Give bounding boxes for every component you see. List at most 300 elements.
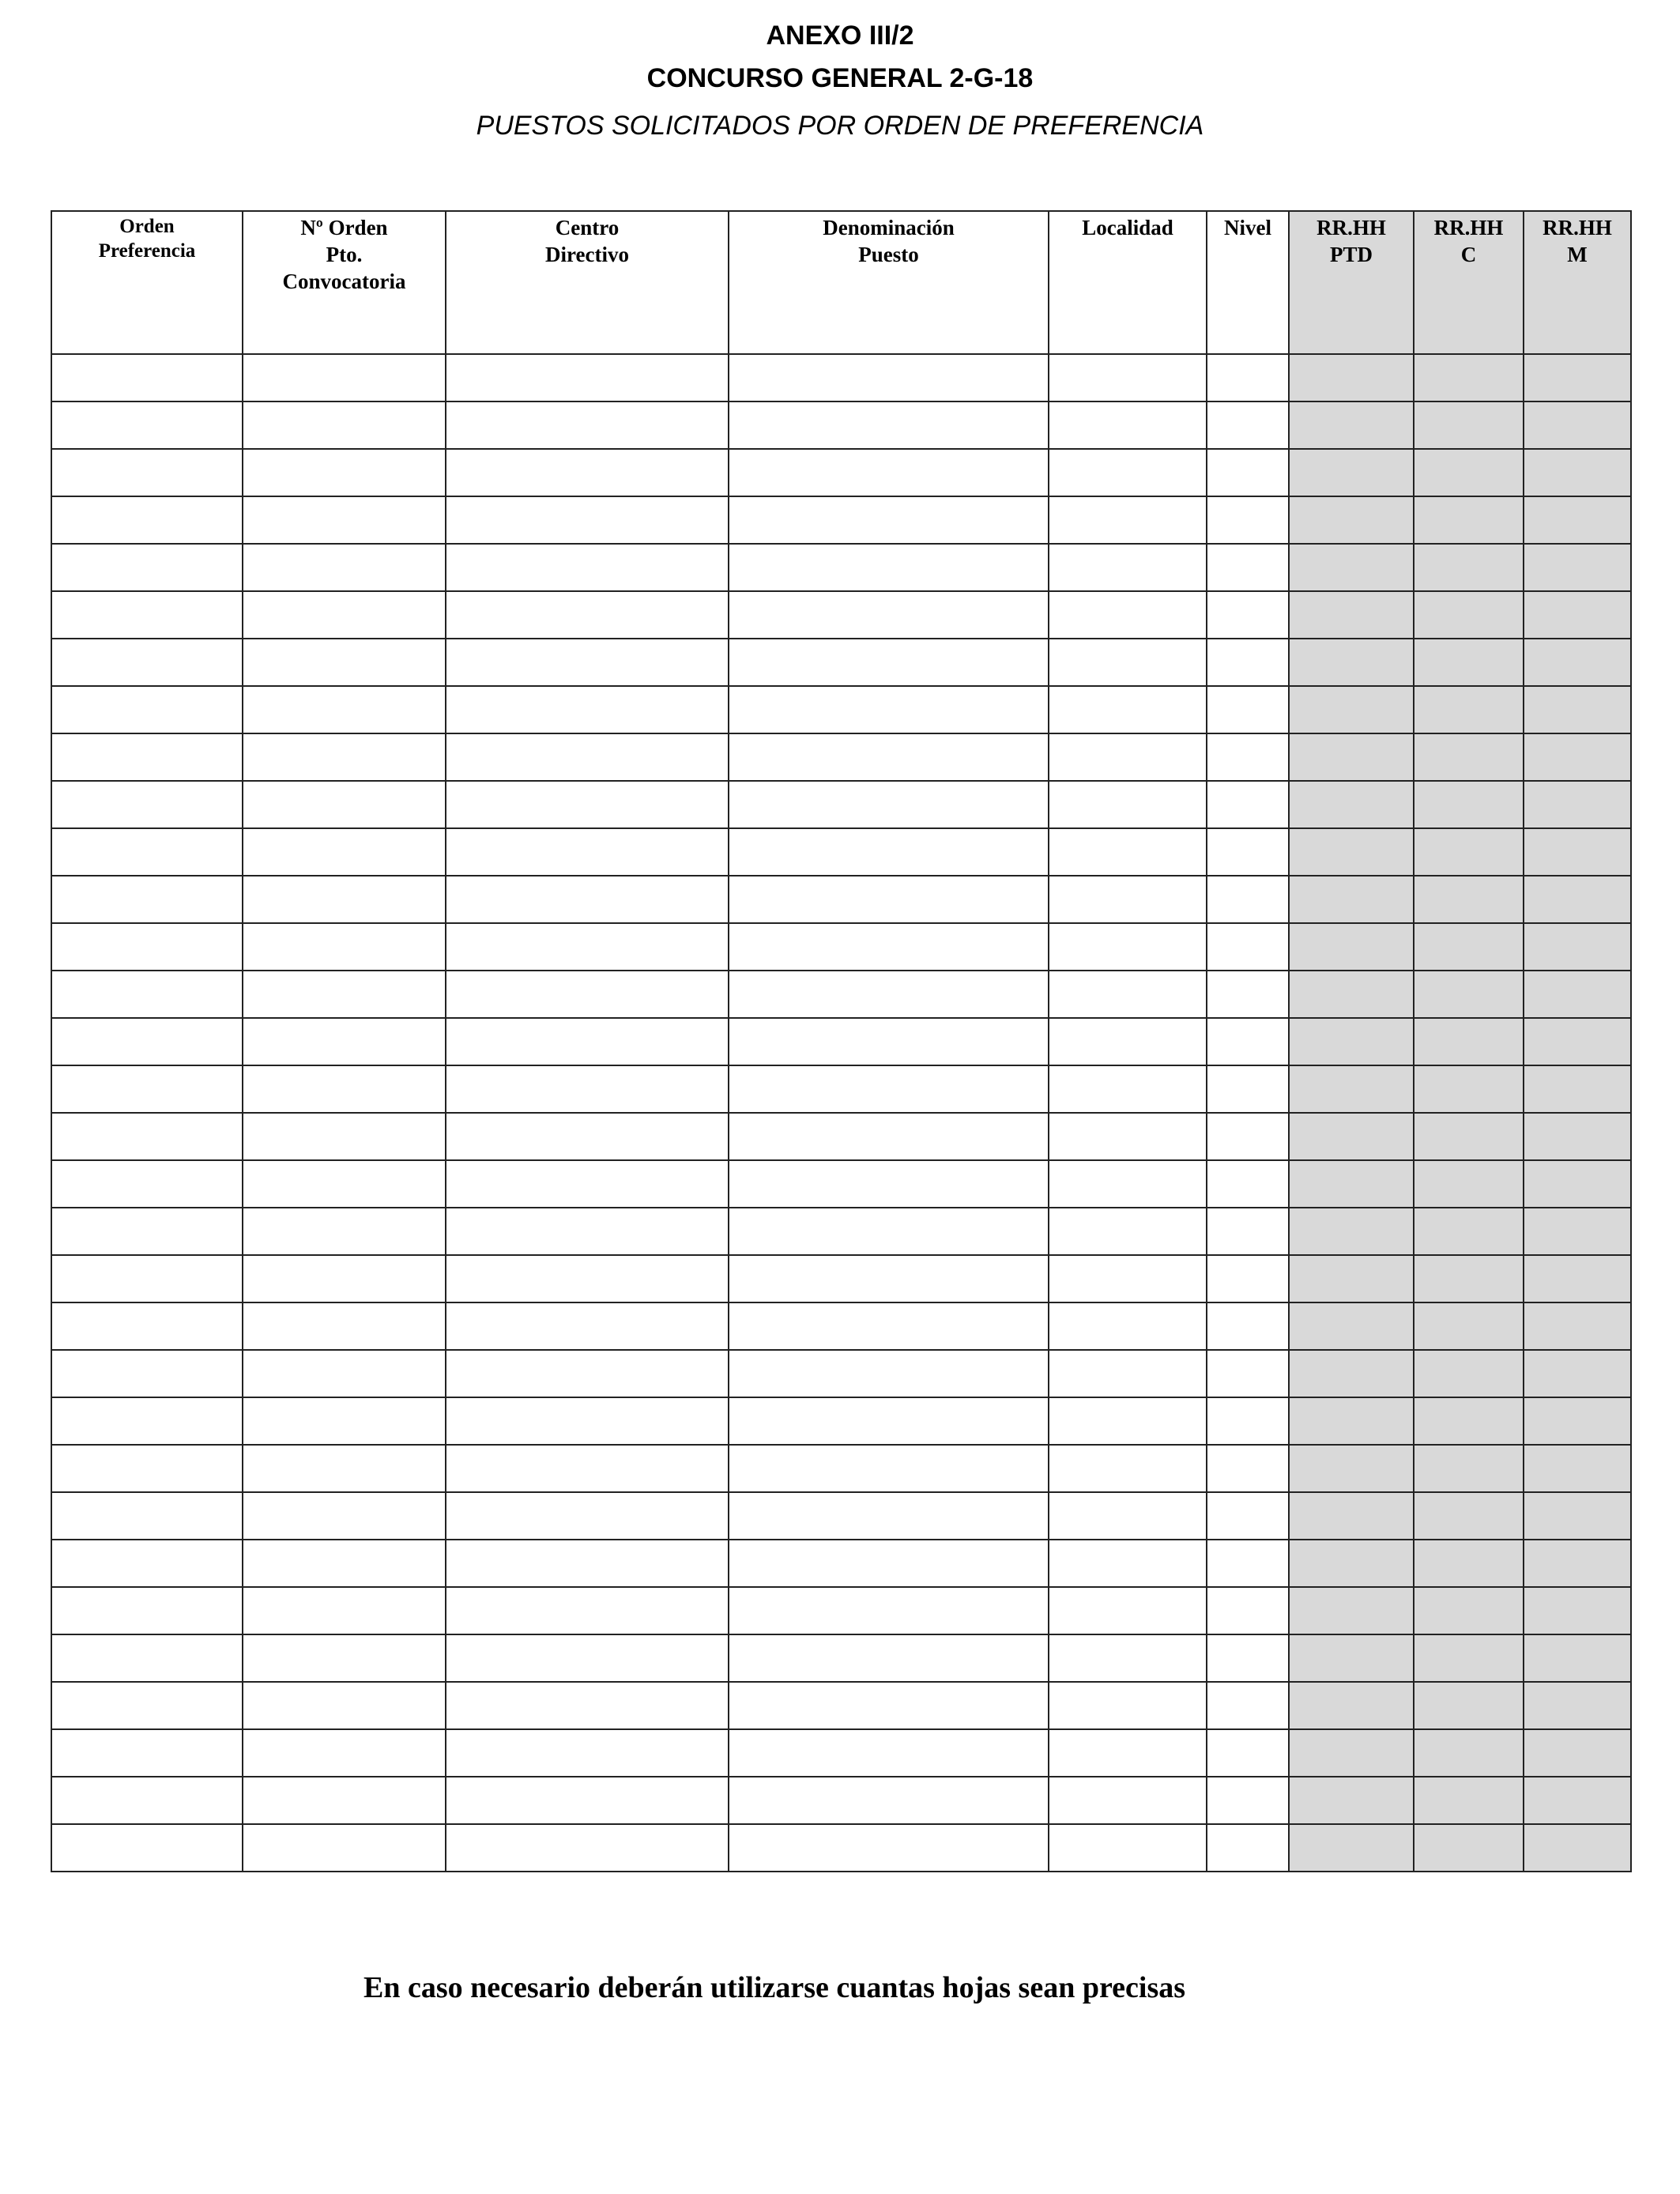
col-numero-orden-cell[interactable] xyxy=(243,591,446,639)
col-orden-preferencia-cell[interactable] xyxy=(51,1540,243,1587)
col-rrhh-c-header xyxy=(1414,211,1524,354)
col-rrhh-ptd-cell[interactable] xyxy=(1289,1824,1414,1872)
col-rrhh-m-cell[interactable] xyxy=(1524,1350,1631,1397)
col-rrhh-c-cell[interactable] xyxy=(1414,354,1524,401)
col-rrhh-m-cell[interactable] xyxy=(1524,1065,1631,1113)
col-rrhh-m-cell[interactable] xyxy=(1524,354,1631,401)
table-row xyxy=(51,1208,1631,1255)
col-centro-directivo-cell[interactable] xyxy=(446,876,729,923)
col-localidad-cell[interactable] xyxy=(1049,591,1207,639)
col-rrhh-m-cell[interactable] xyxy=(1524,1160,1631,1208)
col-numero-orden-cell[interactable] xyxy=(243,1634,446,1682)
col-numero-orden-cell[interactable] xyxy=(243,923,446,971)
col-orden-preferencia-cell[interactable] xyxy=(51,733,243,781)
col-nivel-cell[interactable] xyxy=(1207,1682,1289,1729)
col-orden-preferencia-cell[interactable] xyxy=(51,1397,243,1445)
col-numero-orden-cell[interactable] xyxy=(243,828,446,876)
col-localidad-cell[interactable] xyxy=(1049,1302,1207,1350)
col-rrhh-c-cell[interactable] xyxy=(1414,449,1524,496)
col-numero-orden-cell[interactable] xyxy=(243,1824,446,1872)
col-rrhh-ptd-cell[interactable] xyxy=(1289,1682,1414,1729)
col-nivel-cell[interactable] xyxy=(1207,1540,1289,1587)
col-rrhh-ptd-cell[interactable] xyxy=(1289,876,1414,923)
col-rrhh-c-cell[interactable] xyxy=(1414,401,1524,449)
col-nivel-cell[interactable] xyxy=(1207,354,1289,401)
col-numero-orden-cell[interactable] xyxy=(243,401,446,449)
col-orden-preferencia-cell[interactable] xyxy=(51,1160,243,1208)
col-denominacion-puesto-cell[interactable] xyxy=(729,876,1049,923)
col-denominacion-puesto-cell[interactable] xyxy=(729,1302,1049,1350)
col-denominacion-puesto-cell[interactable] xyxy=(729,781,1049,828)
col-rrhh-c-cell[interactable] xyxy=(1414,1302,1524,1350)
col-denominacion-puesto-cell[interactable] xyxy=(729,1777,1049,1824)
col-localidad-cell[interactable] xyxy=(1049,1445,1207,1492)
col-localidad-cell[interactable] xyxy=(1049,1160,1207,1208)
col-rrhh-ptd-cell[interactable] xyxy=(1289,544,1414,591)
col-rrhh-m-cell[interactable] xyxy=(1524,1255,1631,1302)
col-orden-preferencia-cell[interactable] xyxy=(51,686,243,733)
col-orden-preferencia-cell[interactable] xyxy=(51,923,243,971)
col-denominacion-puesto-cell[interactable] xyxy=(729,639,1049,686)
col-rrhh-m-cell[interactable] xyxy=(1524,1208,1631,1255)
col-rrhh-c-cell[interactable] xyxy=(1414,1540,1524,1587)
col-orden-preferencia-cell[interactable] xyxy=(51,1634,243,1682)
col-orden-preferencia-cell[interactable] xyxy=(51,496,243,544)
col-rrhh-c-cell[interactable] xyxy=(1414,923,1524,971)
header-label-line: RR.HH xyxy=(1543,216,1612,239)
col-orden-preferencia-cell[interactable] xyxy=(51,1350,243,1397)
col-nivel-cell[interactable] xyxy=(1207,781,1289,828)
col-rrhh-m-cell[interactable] xyxy=(1524,1824,1631,1872)
col-rrhh-ptd-cell[interactable] xyxy=(1289,401,1414,449)
col-rrhh-c-cell[interactable] xyxy=(1414,971,1524,1018)
col-localidad-cell[interactable] xyxy=(1049,971,1207,1018)
col-localidad-cell[interactable] xyxy=(1049,1634,1207,1682)
col-localidad-cell[interactable] xyxy=(1049,1350,1207,1397)
col-denominacion-puesto-cell[interactable] xyxy=(729,1397,1049,1445)
col-numero-orden-cell[interactable] xyxy=(243,1540,446,1587)
col-centro-directivo-cell[interactable] xyxy=(446,1160,729,1208)
col-localidad-cell[interactable] xyxy=(1049,686,1207,733)
col-numero-orden-cell[interactable] xyxy=(243,1302,446,1350)
col-nivel-cell[interactable] xyxy=(1207,1445,1289,1492)
col-denominacion-puesto-cell[interactable] xyxy=(729,1587,1049,1634)
col-rrhh-ptd-cell[interactable] xyxy=(1289,1208,1414,1255)
col-centro-directivo-cell[interactable] xyxy=(446,1587,729,1634)
col-orden-preferencia-cell[interactable] xyxy=(51,544,243,591)
col-rrhh-ptd-cell[interactable] xyxy=(1289,733,1414,781)
col-centro-directivo-cell[interactable] xyxy=(446,733,729,781)
col-numero-orden-cell[interactable] xyxy=(243,544,446,591)
col-nivel-cell[interactable] xyxy=(1207,1113,1289,1160)
col-localidad-cell[interactable] xyxy=(1049,733,1207,781)
col-orden-preferencia-cell[interactable] xyxy=(51,1445,243,1492)
col-rrhh-m-cell[interactable] xyxy=(1524,449,1631,496)
col-nivel-cell[interactable] xyxy=(1207,496,1289,544)
col-denominacion-puesto-cell[interactable] xyxy=(729,1445,1049,1492)
col-localidad-cell[interactable] xyxy=(1049,1397,1207,1445)
col-denominacion-puesto-cell[interactable] xyxy=(729,496,1049,544)
col-centro-directivo-cell[interactable] xyxy=(446,828,729,876)
col-numero-orden-cell[interactable] xyxy=(243,1729,446,1777)
col-denominacion-puesto-cell[interactable] xyxy=(729,1065,1049,1113)
col-orden-preferencia-cell[interactable] xyxy=(51,1018,243,1065)
col-nivel-cell[interactable] xyxy=(1207,733,1289,781)
col-denominacion-puesto-cell[interactable] xyxy=(729,591,1049,639)
col-rrhh-ptd-cell[interactable] xyxy=(1289,591,1414,639)
col-rrhh-c-cell[interactable] xyxy=(1414,496,1524,544)
col-rrhh-m-cell[interactable] xyxy=(1524,1018,1631,1065)
col-rrhh-c-cell[interactable] xyxy=(1414,1065,1524,1113)
col-localidad-cell[interactable] xyxy=(1049,544,1207,591)
col-centro-directivo-cell[interactable] xyxy=(446,1824,729,1872)
col-numero-orden-cell[interactable] xyxy=(243,354,446,401)
col-nivel-cell[interactable] xyxy=(1207,1065,1289,1113)
header-label-line: Preferencia xyxy=(98,240,196,262)
col-numero-orden-cell[interactable] xyxy=(243,1445,446,1492)
col-localidad-cell[interactable] xyxy=(1049,1492,1207,1540)
col-centro-directivo-cell[interactable] xyxy=(446,1255,729,1302)
col-rrhh-m-cell[interactable] xyxy=(1524,496,1631,544)
col-rrhh-c-cell[interactable] xyxy=(1414,1018,1524,1065)
col-denominacion-puesto-cell[interactable] xyxy=(729,686,1049,733)
col-rrhh-c-cell[interactable] xyxy=(1414,733,1524,781)
col-orden-preferencia-cell[interactable] xyxy=(51,1777,243,1824)
col-nivel-cell[interactable] xyxy=(1207,1302,1289,1350)
col-numero-orden-cell[interactable] xyxy=(243,1160,446,1208)
col-centro-directivo-cell[interactable] xyxy=(446,449,729,496)
col-rrhh-m-cell[interactable] xyxy=(1524,876,1631,923)
col-numero-orden-cell[interactable] xyxy=(243,876,446,923)
col-centro-directivo-cell[interactable] xyxy=(446,1302,729,1350)
col-localidad-cell[interactable] xyxy=(1049,1113,1207,1160)
col-denominacion-puesto-cell[interactable] xyxy=(729,1682,1049,1729)
col-rrhh-c-cell[interactable] xyxy=(1414,828,1524,876)
col-rrhh-c-cell[interactable] xyxy=(1414,686,1524,733)
col-rrhh-ptd-cell[interactable] xyxy=(1289,1065,1414,1113)
col-localidad-cell[interactable] xyxy=(1049,1255,1207,1302)
col-localidad-cell[interactable] xyxy=(1049,1682,1207,1729)
col-rrhh-m-cell[interactable] xyxy=(1524,1634,1631,1682)
col-denominacion-puesto-cell[interactable] xyxy=(729,1208,1049,1255)
col-rrhh-c-cell[interactable] xyxy=(1414,639,1524,686)
col-numero-orden-cell[interactable] xyxy=(243,1682,446,1729)
col-rrhh-c-cell[interactable] xyxy=(1414,1777,1524,1824)
col-numero-orden-cell[interactable] xyxy=(243,639,446,686)
col-nivel-cell[interactable] xyxy=(1207,1634,1289,1682)
col-rrhh-m-cell[interactable] xyxy=(1524,1777,1631,1824)
col-rrhh-ptd-cell[interactable] xyxy=(1289,1113,1414,1160)
col-denominacion-puesto-cell[interactable] xyxy=(729,828,1049,876)
col-denominacion-puesto-cell[interactable] xyxy=(729,733,1049,781)
col-centro-directivo-cell[interactable] xyxy=(446,544,729,591)
col-rrhh-ptd-cell[interactable] xyxy=(1289,1160,1414,1208)
col-rrhh-m-cell[interactable] xyxy=(1524,686,1631,733)
col-rrhh-m-cell[interactable] xyxy=(1524,923,1631,971)
col-numero-orden-cell[interactable] xyxy=(243,971,446,1018)
col-localidad-cell[interactable] xyxy=(1049,828,1207,876)
col-numero-orden-cell[interactable] xyxy=(243,449,446,496)
col-rrhh-c-cell[interactable] xyxy=(1414,1587,1524,1634)
col-rrhh-c-cell[interactable] xyxy=(1414,1255,1524,1302)
col-localidad-cell[interactable] xyxy=(1049,1587,1207,1634)
col-nivel-cell[interactable] xyxy=(1207,1397,1289,1445)
col-rrhh-m-cell[interactable] xyxy=(1524,1540,1631,1587)
col-denominacion-puesto-cell[interactable] xyxy=(729,1492,1049,1540)
col-orden-preferencia-cell[interactable] xyxy=(51,1065,243,1113)
col-centro-directivo-cell[interactable] xyxy=(446,1729,729,1777)
col-centro-directivo-cell[interactable] xyxy=(446,923,729,971)
table-row xyxy=(51,828,1631,876)
col-rrhh-ptd-cell[interactable] xyxy=(1289,496,1414,544)
col-rrhh-ptd-cell[interactable] xyxy=(1289,1255,1414,1302)
col-nivel-cell[interactable] xyxy=(1207,401,1289,449)
table-row xyxy=(51,1824,1631,1872)
col-centro-directivo-cell[interactable] xyxy=(446,1492,729,1540)
col-localidad-cell[interactable] xyxy=(1049,449,1207,496)
col-orden-preferencia-cell[interactable] xyxy=(51,828,243,876)
col-rrhh-m-cell[interactable] xyxy=(1524,1397,1631,1445)
col-denominacion-puesto-cell[interactable] xyxy=(729,1160,1049,1208)
col-orden-preferencia-cell[interactable] xyxy=(51,1682,243,1729)
col-rrhh-ptd-cell[interactable] xyxy=(1289,354,1414,401)
col-rrhh-m-cell[interactable] xyxy=(1524,971,1631,1018)
col-numero-orden-cell[interactable] xyxy=(243,1113,446,1160)
col-rrhh-ptd-cell[interactable] xyxy=(1289,639,1414,686)
col-denominacion-puesto-cell[interactable] xyxy=(729,1540,1049,1587)
col-nivel-cell[interactable] xyxy=(1207,971,1289,1018)
col-nivel-cell[interactable] xyxy=(1207,1160,1289,1208)
col-rrhh-ptd-cell[interactable] xyxy=(1289,1397,1414,1445)
col-nivel-cell[interactable] xyxy=(1207,876,1289,923)
col-rrhh-ptd-cell[interactable] xyxy=(1289,1302,1414,1350)
col-rrhh-m-cell[interactable] xyxy=(1524,401,1631,449)
col-numero-orden-cell[interactable] xyxy=(243,1208,446,1255)
col-nivel-cell[interactable] xyxy=(1207,1729,1289,1777)
col-localidad-cell[interactable] xyxy=(1049,1065,1207,1113)
col-nivel-cell[interactable] xyxy=(1207,686,1289,733)
col-rrhh-m-cell[interactable] xyxy=(1524,639,1631,686)
col-centro-directivo-cell[interactable] xyxy=(446,1777,729,1824)
col-localidad-cell[interactable] xyxy=(1049,401,1207,449)
col-numero-orden-cell[interactable] xyxy=(243,1065,446,1113)
col-orden-preferencia-cell[interactable] xyxy=(51,876,243,923)
table-row xyxy=(51,733,1631,781)
col-centro-directivo-cell[interactable] xyxy=(446,401,729,449)
col-rrhh-c-cell[interactable] xyxy=(1414,1682,1524,1729)
col-centro-directivo-cell[interactable] xyxy=(446,639,729,686)
col-centro-directivo-cell[interactable] xyxy=(446,971,729,1018)
col-rrhh-c-cell[interactable] xyxy=(1414,544,1524,591)
col-centro-directivo-cell[interactable] xyxy=(446,1350,729,1397)
col-nivel-cell[interactable] xyxy=(1207,923,1289,971)
header-label-line: M xyxy=(1567,243,1588,266)
col-denominacion-puesto-cell[interactable] xyxy=(729,1350,1049,1397)
col-orden-preferencia-cell[interactable] xyxy=(51,971,243,1018)
col-centro-directivo-cell[interactable] xyxy=(446,1634,729,1682)
col-orden-preferencia-cell[interactable] xyxy=(51,591,243,639)
col-numero-orden-cell[interactable] xyxy=(243,781,446,828)
col-denominacion-puesto-cell[interactable] xyxy=(729,1113,1049,1160)
col-rrhh-m-cell[interactable] xyxy=(1524,1113,1631,1160)
col-rrhh-m-cell[interactable] xyxy=(1524,544,1631,591)
col-rrhh-m-cell[interactable] xyxy=(1524,591,1631,639)
col-localidad-cell[interactable] xyxy=(1049,354,1207,401)
col-rrhh-c-cell[interactable] xyxy=(1414,1208,1524,1255)
col-rrhh-ptd-cell[interactable] xyxy=(1289,828,1414,876)
col-rrhh-ptd-cell[interactable] xyxy=(1289,449,1414,496)
col-orden-preferencia-cell[interactable] xyxy=(51,1587,243,1634)
col-localidad-cell[interactable] xyxy=(1049,876,1207,923)
col-rrhh-ptd-cell[interactable] xyxy=(1289,923,1414,971)
col-rrhh-ptd-cell[interactable] xyxy=(1289,1540,1414,1587)
col-rrhh-m-cell[interactable] xyxy=(1524,1445,1631,1492)
col-orden-preferencia-cell[interactable] xyxy=(51,1113,243,1160)
col-localidad-cell[interactable] xyxy=(1049,1540,1207,1587)
col-rrhh-m-cell[interactable] xyxy=(1524,1492,1631,1540)
col-orden-preferencia-cell[interactable] xyxy=(51,639,243,686)
col-localidad-cell[interactable] xyxy=(1049,1018,1207,1065)
col-nivel-cell[interactable] xyxy=(1207,544,1289,591)
col-rrhh-ptd-cell[interactable] xyxy=(1289,1445,1414,1492)
col-denominacion-puesto-cell[interactable] xyxy=(729,1018,1049,1065)
col-nivel-cell[interactable] xyxy=(1207,1824,1289,1872)
col-orden-preferencia-cell[interactable] xyxy=(51,401,243,449)
col-rrhh-m-cell[interactable] xyxy=(1524,781,1631,828)
col-centro-directivo-cell[interactable] xyxy=(446,591,729,639)
col-nivel-cell[interactable] xyxy=(1207,1492,1289,1540)
col-nivel-cell[interactable] xyxy=(1207,1208,1289,1255)
col-nivel-cell[interactable] xyxy=(1207,828,1289,876)
col-rrhh-m-cell[interactable] xyxy=(1524,1682,1631,1729)
col-rrhh-ptd-cell[interactable] xyxy=(1289,1350,1414,1397)
col-rrhh-c-cell[interactable] xyxy=(1414,1634,1524,1682)
col-rrhh-c-cell[interactable] xyxy=(1414,1350,1524,1397)
col-centro-directivo-cell[interactable] xyxy=(446,781,729,828)
col-orden-preferencia-cell[interactable] xyxy=(51,1729,243,1777)
col-rrhh-c-cell[interactable] xyxy=(1414,1824,1524,1872)
col-numero-orden-cell[interactable] xyxy=(243,1018,446,1065)
col-rrhh-m-cell[interactable] xyxy=(1524,733,1631,781)
col-rrhh-ptd-cell[interactable] xyxy=(1289,1492,1414,1540)
col-numero-orden-cell[interactable] xyxy=(243,733,446,781)
col-centro-directivo-cell[interactable] xyxy=(446,496,729,544)
col-orden-preferencia-cell[interactable] xyxy=(51,449,243,496)
col-denominacion-puesto-cell[interactable] xyxy=(729,1255,1049,1302)
col-nivel-cell[interactable] xyxy=(1207,591,1289,639)
col-denominacion-puesto-cell[interactable] xyxy=(729,971,1049,1018)
col-localidad-cell[interactable] xyxy=(1049,1824,1207,1872)
col-rrhh-ptd-cell[interactable] xyxy=(1289,1018,1414,1065)
col-rrhh-ptd-cell[interactable] xyxy=(1289,1634,1414,1682)
col-rrhh-m-cell[interactable] xyxy=(1524,1302,1631,1350)
col-localidad-cell[interactable] xyxy=(1049,496,1207,544)
col-denominacion-puesto-cell[interactable] xyxy=(729,544,1049,591)
col-rrhh-m-header xyxy=(1524,211,1631,354)
col-orden-preferencia-cell[interactable] xyxy=(51,781,243,828)
col-numero-orden-cell[interactable] xyxy=(243,686,446,733)
col-centro-directivo-cell[interactable] xyxy=(446,1065,729,1113)
col-rrhh-ptd-cell[interactable] xyxy=(1289,971,1414,1018)
col-numero-orden-cell[interactable] xyxy=(243,1492,446,1540)
col-numero-orden-cell[interactable] xyxy=(243,1777,446,1824)
col-centro-directivo-cell[interactable] xyxy=(446,1682,729,1729)
col-nivel-cell[interactable] xyxy=(1207,1587,1289,1634)
col-localidad-cell[interactable] xyxy=(1049,1208,1207,1255)
col-orden-preferencia-cell[interactable] xyxy=(51,354,243,401)
col-centro-directivo-cell[interactable] xyxy=(446,1445,729,1492)
col-localidad-cell[interactable] xyxy=(1049,923,1207,971)
col-numero-orden-cell[interactable] xyxy=(243,1587,446,1634)
col-numero-orden-cell[interactable] xyxy=(243,496,446,544)
col-rrhh-c-cell[interactable] xyxy=(1414,1492,1524,1540)
header-label-line: Nivel xyxy=(1224,216,1271,239)
col-rrhh-ptd-cell[interactable] xyxy=(1289,1729,1414,1777)
col-rrhh-c-cell[interactable] xyxy=(1414,1160,1524,1208)
col-rrhh-ptd-cell[interactable] xyxy=(1289,1587,1414,1634)
col-nivel-cell[interactable] xyxy=(1207,639,1289,686)
col-rrhh-c-cell[interactable] xyxy=(1414,781,1524,828)
col-localidad-cell[interactable] xyxy=(1049,781,1207,828)
header-label-line: Pto. xyxy=(326,243,363,266)
col-rrhh-c-cell[interactable] xyxy=(1414,1445,1524,1492)
col-centro-directivo-cell[interactable] xyxy=(446,1018,729,1065)
col-centro-directivo-cell[interactable] xyxy=(446,686,729,733)
col-denominacion-puesto-cell[interactable] xyxy=(729,1824,1049,1872)
col-nivel-cell[interactable] xyxy=(1207,1777,1289,1824)
col-centro-directivo-cell[interactable] xyxy=(446,1540,729,1587)
col-orden-preferencia-cell[interactable] xyxy=(51,1255,243,1302)
col-localidad-cell[interactable] xyxy=(1049,1729,1207,1777)
col-rrhh-ptd-cell[interactable] xyxy=(1289,686,1414,733)
col-rrhh-c-cell[interactable] xyxy=(1414,1113,1524,1160)
col-denominacion-puesto-cell[interactable] xyxy=(729,449,1049,496)
col-centro-directivo-cell[interactable] xyxy=(446,354,729,401)
col-localidad-cell[interactable] xyxy=(1049,1777,1207,1824)
col-rrhh-ptd-cell[interactable] xyxy=(1289,781,1414,828)
col-rrhh-c-cell[interactable] xyxy=(1414,876,1524,923)
col-denominacion-puesto-cell[interactable] xyxy=(729,354,1049,401)
col-centro-directivo-cell[interactable] xyxy=(446,1208,729,1255)
col-rrhh-ptd-cell[interactable] xyxy=(1289,1777,1414,1824)
col-nivel-cell[interactable] xyxy=(1207,449,1289,496)
col-denominacion-puesto-cell[interactable] xyxy=(729,923,1049,971)
col-localidad-cell[interactable] xyxy=(1049,639,1207,686)
col-denominacion-puesto-cell[interactable] xyxy=(729,1634,1049,1682)
col-centro-directivo-cell[interactable] xyxy=(446,1113,729,1160)
col-rrhh-m-cell[interactable] xyxy=(1524,828,1631,876)
col-nivel-cell[interactable] xyxy=(1207,1350,1289,1397)
col-orden-preferencia-cell[interactable] xyxy=(51,1492,243,1540)
col-rrhh-c-cell[interactable] xyxy=(1414,1397,1524,1445)
col-nivel-cell[interactable] xyxy=(1207,1018,1289,1065)
col-rrhh-c-cell[interactable] xyxy=(1414,1729,1524,1777)
col-rrhh-m-cell[interactable] xyxy=(1524,1587,1631,1634)
col-orden-preferencia-cell[interactable] xyxy=(51,1208,243,1255)
col-rrhh-c-cell[interactable] xyxy=(1414,591,1524,639)
col-denominacion-puesto-cell[interactable] xyxy=(729,1729,1049,1777)
col-orden-preferencia-cell[interactable] xyxy=(51,1824,243,1872)
col-nivel-cell[interactable] xyxy=(1207,1255,1289,1302)
col-numero-orden-cell[interactable] xyxy=(243,1350,446,1397)
col-centro-directivo-cell[interactable] xyxy=(446,1397,729,1445)
col-orden-preferencia-cell[interactable] xyxy=(51,1302,243,1350)
col-numero-orden-cell[interactable] xyxy=(243,1255,446,1302)
col-denominacion-puesto-cell[interactable] xyxy=(729,401,1049,449)
col-numero-orden-cell[interactable] xyxy=(243,1397,446,1445)
col-rrhh-m-cell[interactable] xyxy=(1524,1729,1631,1777)
header-label-line: RR.HH xyxy=(1433,216,1504,239)
